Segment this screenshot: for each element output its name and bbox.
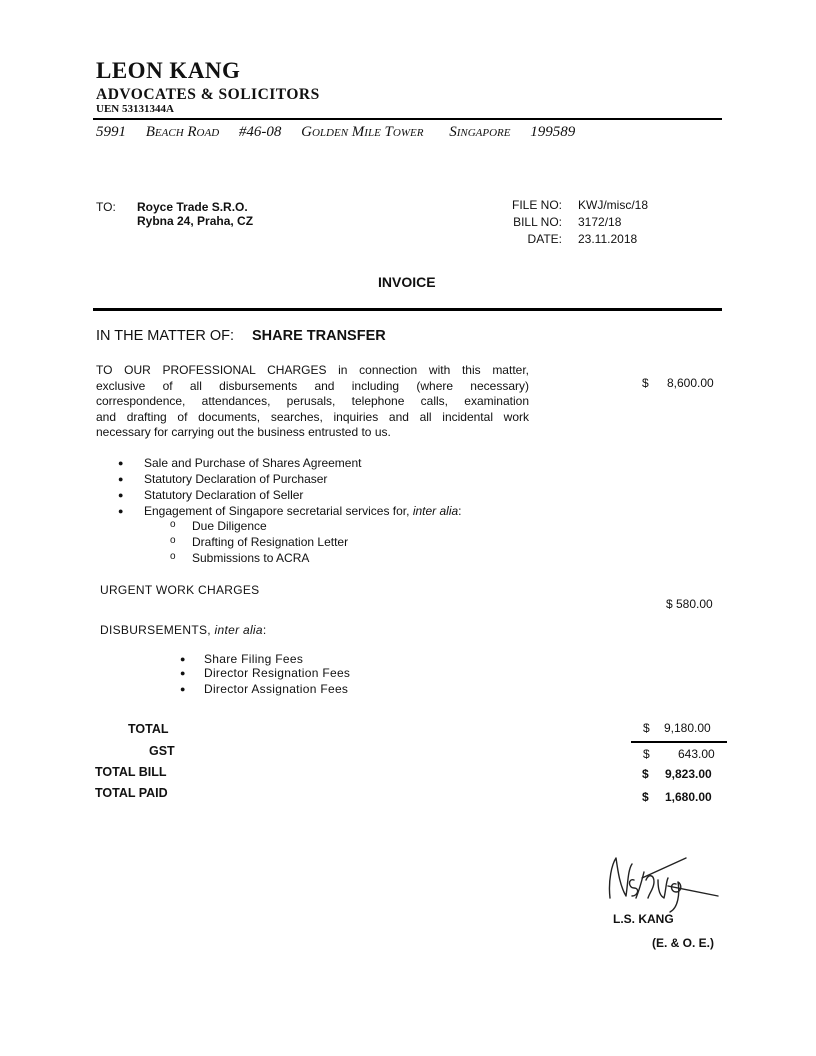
file-no-label: FILE NO: (511, 198, 562, 212)
disbursements-suffix: : (262, 623, 267, 637)
address-postcode: 199589 (530, 124, 576, 140)
charges-line: and drafting of documents, searches, inquiries and all incidental work (96, 409, 529, 424)
charge-item: Sale and Purchase of Shares Agreement (144, 456, 362, 470)
charges-currency: $ (642, 376, 649, 390)
to-label: TO: (96, 200, 116, 214)
date-value: 23.11.2018 (578, 232, 638, 246)
total-bill-currency: $ (642, 767, 649, 781)
date-label: DATE: (527, 232, 562, 246)
total-paid-amount: 1,680.00 (665, 790, 712, 804)
sub-bullet-icon: o (170, 535, 176, 546)
sub-bullet-icon: o (170, 519, 176, 530)
letterhead-rule (93, 118, 722, 120)
disbursement-item: Director Assignation Fees (204, 682, 349, 696)
charge-sub-item: Submissions to ACRA (192, 551, 310, 565)
total-bill-label: TOTAL BILL (95, 765, 167, 779)
recipient-name: Royce Trade S.R.O. (137, 200, 248, 214)
bullet-icon: ● (180, 654, 186, 664)
charge-sub-item: Drafting of Resignation Letter (192, 535, 349, 549)
disbursement-item: Share Filing Fees (204, 652, 304, 666)
total-amount: 9,180.00 (664, 721, 711, 735)
disbursement-item: Director Resignation Fees (204, 666, 351, 680)
total-bill-amount: 9,823.00 (665, 767, 712, 781)
gst-amount: 643.00 (678, 747, 715, 761)
firm-subtitle: ADVOCATES & SOLICITORS (96, 86, 320, 103)
matter-value: SHARE TRANSFER (252, 328, 386, 344)
total-rule (631, 741, 727, 743)
signatory-name: L.S. KANG (613, 912, 674, 926)
urgent-label: URGENT WORK CHARGES (100, 583, 260, 597)
total-label: TOTAL (128, 722, 169, 736)
bullet-icon: ● (180, 684, 186, 694)
eoe-note: (E. & O. E.) (652, 936, 715, 950)
bullet-icon: ● (118, 506, 124, 516)
bullet-icon: ● (118, 490, 124, 500)
charge-item: Statutory Declaration of Purchaser (144, 472, 328, 486)
file-no-value: KWJ/misc/18 (578, 198, 649, 212)
engagement-prefix: Engagement of Singapore secretarial services for, (144, 504, 413, 518)
firm-address (96, 124, 591, 141)
title-rule (93, 308, 722, 311)
bullet-icon: ● (118, 458, 124, 468)
charges-amount: 8,600.00 (667, 376, 714, 390)
gst-currency: $ (643, 747, 650, 761)
charges-line: exclusive of all disbursements and including (where necessary) (96, 378, 529, 393)
total-paid-currency: $ (642, 790, 649, 804)
total-paid-label: TOTAL PAID (95, 786, 168, 800)
bill-no-label: BILL NO: (513, 215, 562, 229)
disbursements-italic: inter alia (214, 623, 263, 637)
total-currency: $ (643, 721, 650, 735)
disbursements-prefix: DISBURSEMENTS, (100, 623, 215, 637)
recipient-address: Rybna 24, Praha, CZ (137, 214, 254, 228)
bullet-icon: ● (180, 668, 186, 678)
address-street: Beach Road (145, 124, 220, 140)
charge-item-engagement (144, 504, 462, 518)
address-city: Singapore (449, 124, 511, 140)
charge-sub-item: Due Diligence (192, 519, 267, 533)
firm-name: LEON KANG (96, 58, 241, 83)
engagement-italic: inter alia (412, 504, 459, 518)
address-unit: #46-08 (238, 124, 282, 140)
matter-label: IN THE MATTER OF: (96, 328, 235, 344)
charges-paragraph (96, 363, 529, 441)
charges-line: TO OUR PROFESSIONAL CHARGES in connection with this matter, (96, 363, 529, 377)
engagement-suffix: : (458, 504, 462, 518)
charges-line: correspondence, attendances, perusals, telephone calls, examination (96, 394, 529, 409)
invoice-title: INVOICE (378, 274, 436, 290)
firm-uen: UEN 53131344A (96, 103, 174, 115)
address-building: Golden Mile Tower (301, 124, 424, 140)
charges-line: necessary for carrying out the business entrusted to us. (96, 425, 391, 440)
gst-label: GST (149, 744, 175, 758)
urgent-amount: $ 580.00 (666, 597, 713, 611)
bullet-icon: ● (118, 474, 124, 484)
sub-bullet-icon: o (170, 551, 176, 562)
disbursements-label (100, 623, 267, 637)
bill-no-value: 3172/18 (578, 215, 622, 229)
address-number: 5991 (96, 124, 126, 140)
charge-item: Statutory Declaration of Seller (144, 488, 304, 502)
